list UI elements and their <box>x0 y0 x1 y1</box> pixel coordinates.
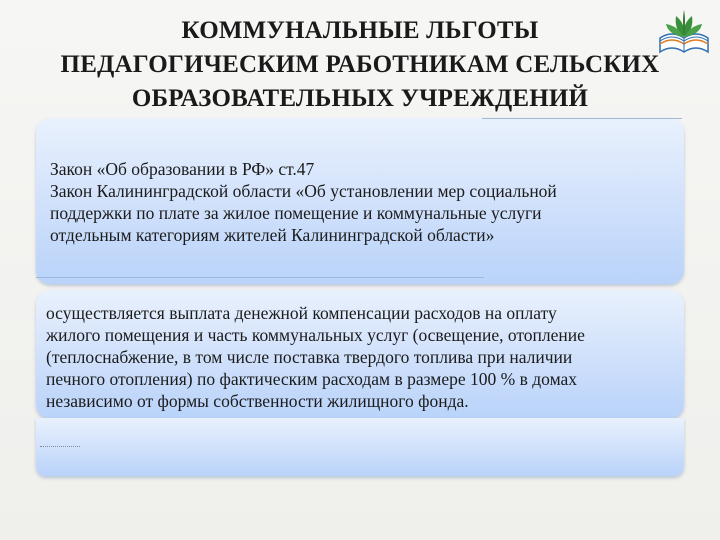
text-line: отдельным категориям жителей Калининградской области» <box>50 225 495 245</box>
title-line: КОММУНАЛЬНЫЕ ЛЬГОТЫ <box>181 17 539 44</box>
divider <box>36 277 484 278</box>
compensation-text <box>46 302 676 412</box>
footnote-mark <box>40 444 80 447</box>
compensation-card <box>36 290 684 418</box>
title-line: ОБРАЗОВАТЕЛЬНЫХ УЧРЕЖДЕНИЙ <box>131 85 589 112</box>
text-line: осуществляется выплата денежной компенсации расходов на оплату <box>46 303 557 323</box>
text-line: (теплоснабжение, в том числе поставка твердого топлива при наличии <box>46 347 573 367</box>
text-line: Закон Калининградской области «Об установлении мер социальной <box>50 181 557 201</box>
text-line: жилого помещения и часть коммунальных услуг (освещение, отопление <box>46 325 585 345</box>
text-line: независимо от формы собственности жилищного фонда. <box>46 391 469 411</box>
title-line: ПЕДАГОГИЧЕСКИМ РАБОТНИКАМ СЕЛЬСКИХ <box>60 51 660 78</box>
legal-basis-card <box>36 118 684 284</box>
text-line: Закон «Об образовании в РФ» ст.47 <box>50 159 315 179</box>
text-line: поддержки по плате за жилое помещение и коммунальные услуги <box>50 203 542 223</box>
text-line: печного отопления) по фактическим расходам в размере 100 % в домах <box>46 369 578 389</box>
union-logo-icon <box>656 8 712 56</box>
divider <box>482 118 682 119</box>
empty-card <box>36 418 684 476</box>
legal-basis-text <box>50 158 670 246</box>
slide-title <box>20 14 700 116</box>
